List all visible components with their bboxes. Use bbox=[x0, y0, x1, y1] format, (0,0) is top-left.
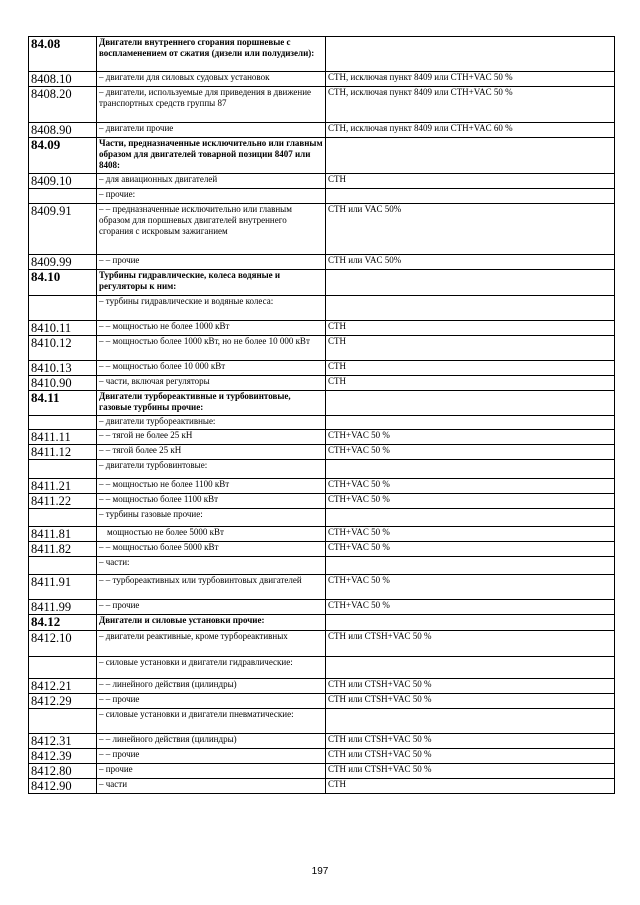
table-row bbox=[29, 361, 615, 376]
code-cell: 8409.99 bbox=[29, 255, 97, 270]
code-cell bbox=[29, 460, 97, 479]
description-cell: – – тягой более 25 кН bbox=[97, 445, 326, 460]
table-row bbox=[29, 631, 615, 657]
table-row bbox=[29, 87, 615, 123]
rate-cell: СТН или CTSH+VAC 50 % bbox=[326, 694, 615, 709]
heading-row bbox=[29, 615, 615, 631]
description-cell: – турбины газовые прочие: bbox=[97, 509, 326, 527]
table-row bbox=[29, 479, 615, 494]
description-cell: – двигатели для силовых судовых установок bbox=[97, 72, 326, 87]
description-cell: Части, предназначенные исключительно или главным образом для двигателей товарной позиции 8407 или 8408: bbox=[97, 138, 326, 174]
rate-cell bbox=[326, 509, 615, 527]
table-row bbox=[29, 321, 615, 336]
code-cell: 8409.91 bbox=[29, 204, 97, 255]
table-row bbox=[29, 509, 615, 527]
rate-cell: СТН или VAC 50% bbox=[326, 255, 615, 270]
code-cell: 8410.11 bbox=[29, 321, 97, 336]
description-cell: – – мощностью не более 1100 кВт bbox=[97, 479, 326, 494]
rate-cell: СТН или CTSH+VAC 50 % bbox=[326, 679, 615, 694]
description-cell: – – прочие bbox=[97, 255, 326, 270]
code-cell: 8410.13 bbox=[29, 361, 97, 376]
table-row bbox=[29, 204, 615, 255]
description-cell: – части: bbox=[97, 557, 326, 575]
description-cell: – двигатели прочие bbox=[97, 123, 326, 138]
description-cell: – части bbox=[97, 779, 326, 794]
code-cell bbox=[29, 557, 97, 575]
code-cell: 8412.21 bbox=[29, 679, 97, 694]
code-cell: 8411.11 bbox=[29, 430, 97, 445]
description-cell: – – линейного действия (цилиндры) bbox=[97, 734, 326, 749]
description-cell: – – турбореактивных или турбовинтовых двигателей bbox=[97, 575, 326, 600]
description-cell: – – мощностью более 5000 кВт bbox=[97, 542, 326, 557]
code-cell: 8411.12 bbox=[29, 445, 97, 460]
description-cell: – двигатели турбовинтовые: bbox=[97, 460, 326, 479]
rate-cell bbox=[326, 657, 615, 679]
rate-cell: СТН+VAC 50 % bbox=[326, 542, 615, 557]
rate-cell: СТН+VAC 50 % bbox=[326, 430, 615, 445]
rate-cell: СТН bbox=[326, 361, 615, 376]
heading-row bbox=[29, 138, 615, 174]
description-cell: – прочие bbox=[97, 764, 326, 779]
rate-cell: СТН+VAC 50 % bbox=[326, 479, 615, 494]
description-cell: – – мощностью не более 1000 кВт bbox=[97, 321, 326, 336]
description-cell: – прочие: bbox=[97, 189, 326, 204]
table-row bbox=[29, 779, 615, 794]
rate-cell: СТН или VAC 50% bbox=[326, 204, 615, 255]
description-cell: Двигатели внутреннего сгорания поршневые с воспламенением от сжатия (дизели или полудизели): bbox=[97, 37, 326, 72]
rate-cell: СТН или CTSH+VAC 50 % bbox=[326, 749, 615, 764]
rate-cell: СТН+VAC 50 % bbox=[326, 445, 615, 460]
table-row bbox=[29, 575, 615, 600]
code-cell: 8408.20 bbox=[29, 87, 97, 123]
rate-cell: СТН, исключая пункт 8409 или СТН+VAC 50 % bbox=[326, 87, 615, 123]
description-cell: мощностью не более 5000 кВт bbox=[97, 527, 326, 542]
code-cell: 8411.91 bbox=[29, 575, 97, 600]
heading-row bbox=[29, 391, 615, 416]
table-row bbox=[29, 430, 615, 445]
table-row bbox=[29, 445, 615, 460]
rate-cell: СТН+VAC 50 % bbox=[326, 575, 615, 600]
description-cell: – – мощностью более 1000 кВт, но не более 10 000 кВт bbox=[97, 336, 326, 361]
code-cell: 8411.82 bbox=[29, 542, 97, 557]
rate-cell: СТН+VAC 50 % bbox=[326, 600, 615, 615]
rate-cell: СТН или CTSH+VAC 50 % bbox=[326, 764, 615, 779]
code-cell: 84.09 bbox=[29, 138, 97, 174]
heading-row bbox=[29, 37, 615, 72]
description-cell: – двигатели реактивные, кроме турбореактивных bbox=[97, 631, 326, 657]
rate-cell: СТН bbox=[326, 779, 615, 794]
rate-cell: СТН, исключая пункт 8409 или СТН+VAC 50 % bbox=[326, 72, 615, 87]
code-cell bbox=[29, 296, 97, 321]
heading-row bbox=[29, 270, 615, 296]
description-cell: – двигатели турбореактивные: bbox=[97, 416, 326, 430]
description-cell: – силовые установки и двигатели пневматические: bbox=[97, 709, 326, 734]
description-cell: Двигатели и силовые установки прочие: bbox=[97, 615, 326, 631]
rate-cell bbox=[326, 615, 615, 631]
code-cell bbox=[29, 509, 97, 527]
code-cell: 8412.80 bbox=[29, 764, 97, 779]
description-cell: Турбины гидравлические, колеса водяные и регуляторы к ним: bbox=[97, 270, 326, 296]
code-cell bbox=[29, 189, 97, 204]
rate-cell bbox=[326, 138, 615, 174]
code-cell: 8409.10 bbox=[29, 174, 97, 189]
code-cell: 8410.90 bbox=[29, 376, 97, 391]
description-cell: – для авиационных двигателей bbox=[97, 174, 326, 189]
code-cell: 84.10 bbox=[29, 270, 97, 296]
table-row bbox=[29, 542, 615, 557]
table-row bbox=[29, 123, 615, 138]
code-cell: 8412.29 bbox=[29, 694, 97, 709]
code-cell bbox=[29, 416, 97, 430]
code-cell: 8408.90 bbox=[29, 123, 97, 138]
description-cell: – части, включая регуляторы bbox=[97, 376, 326, 391]
table-row bbox=[29, 460, 615, 479]
table-row bbox=[29, 174, 615, 189]
code-cell bbox=[29, 709, 97, 734]
description-cell: – – прочие bbox=[97, 694, 326, 709]
table-row bbox=[29, 255, 615, 270]
table-row bbox=[29, 494, 615, 509]
description-cell: – – предназначенные исключительно или главным образом для поршневых двигателей внутреннего сгорания с искровым зажиганием bbox=[97, 204, 326, 255]
table-row bbox=[29, 749, 615, 764]
description-cell: – – прочие bbox=[97, 749, 326, 764]
code-cell: 8411.21 bbox=[29, 479, 97, 494]
rate-cell bbox=[326, 416, 615, 430]
table-row bbox=[29, 709, 615, 734]
rate-cell bbox=[326, 391, 615, 416]
rate-cell bbox=[326, 296, 615, 321]
table-row bbox=[29, 416, 615, 430]
code-cell: 8412.10 bbox=[29, 631, 97, 657]
rate-cell: СТН или CTSH+VAC 50 % bbox=[326, 734, 615, 749]
table-row bbox=[29, 600, 615, 615]
code-cell: 8411.22 bbox=[29, 494, 97, 509]
description-cell: – – тягой не более 25 кН bbox=[97, 430, 326, 445]
rate-cell: СТН+VAC 50 % bbox=[326, 494, 615, 509]
rate-cell: СТН, исключая пункт 8409 или СТН+VAC 60 % bbox=[326, 123, 615, 138]
code-cell: 8412.31 bbox=[29, 734, 97, 749]
rate-cell bbox=[326, 37, 615, 72]
table-row bbox=[29, 679, 615, 694]
code-cell: 84.11 bbox=[29, 391, 97, 416]
rate-cell: СТН+VAC 50 % bbox=[326, 527, 615, 542]
code-cell bbox=[29, 657, 97, 679]
table-row bbox=[29, 296, 615, 321]
code-cell: 8408.10 bbox=[29, 72, 97, 87]
rate-cell: СТН или CTSH+VAC 50 % bbox=[326, 631, 615, 657]
table-row bbox=[29, 336, 615, 361]
table-row bbox=[29, 72, 615, 87]
code-cell: 8412.39 bbox=[29, 749, 97, 764]
description-cell: – турбины гидравлические и водяные колеса: bbox=[97, 296, 326, 321]
code-cell: 8411.99 bbox=[29, 600, 97, 615]
rate-cell: СТН bbox=[326, 376, 615, 391]
rate-cell: СТН bbox=[326, 321, 615, 336]
rate-cell: СТН bbox=[326, 174, 615, 189]
table-row bbox=[29, 557, 615, 575]
code-cell: 8410.12 bbox=[29, 336, 97, 361]
page-number: 197 bbox=[311, 866, 329, 877]
code-cell: 84.12 bbox=[29, 615, 97, 631]
rate-cell bbox=[326, 460, 615, 479]
description-cell: – – мощностью более 1100 кВт bbox=[97, 494, 326, 509]
rate-cell bbox=[326, 189, 615, 204]
rate-cell: СТН bbox=[326, 336, 615, 361]
description-cell: Двигатели турбореактивные и турбовинтовые, газовые турбины прочие: bbox=[97, 391, 326, 416]
table-row bbox=[29, 657, 615, 679]
code-cell: 8411.81 bbox=[29, 527, 97, 542]
tariff-table bbox=[28, 36, 615, 794]
table-row bbox=[29, 734, 615, 749]
code-cell: 84.08 bbox=[29, 37, 97, 72]
rate-cell bbox=[326, 557, 615, 575]
rate-cell bbox=[326, 709, 615, 734]
table-row bbox=[29, 376, 615, 391]
code-cell: 8412.90 bbox=[29, 779, 97, 794]
rate-cell bbox=[326, 270, 615, 296]
description-cell: – силовые установки и двигатели гидравлические: bbox=[97, 657, 326, 679]
description-cell: – двигатели, используемые для приведения в движение транспортных средств группы 87 bbox=[97, 87, 326, 123]
table-row bbox=[29, 694, 615, 709]
table-row bbox=[29, 764, 615, 779]
table-row bbox=[29, 527, 615, 542]
table-row bbox=[29, 189, 615, 204]
description-cell: – – прочие bbox=[97, 600, 326, 615]
description-cell: – – мощностью более 10 000 кВт bbox=[97, 361, 326, 376]
description-cell: – – линейного действия (цилиндры) bbox=[97, 679, 326, 694]
